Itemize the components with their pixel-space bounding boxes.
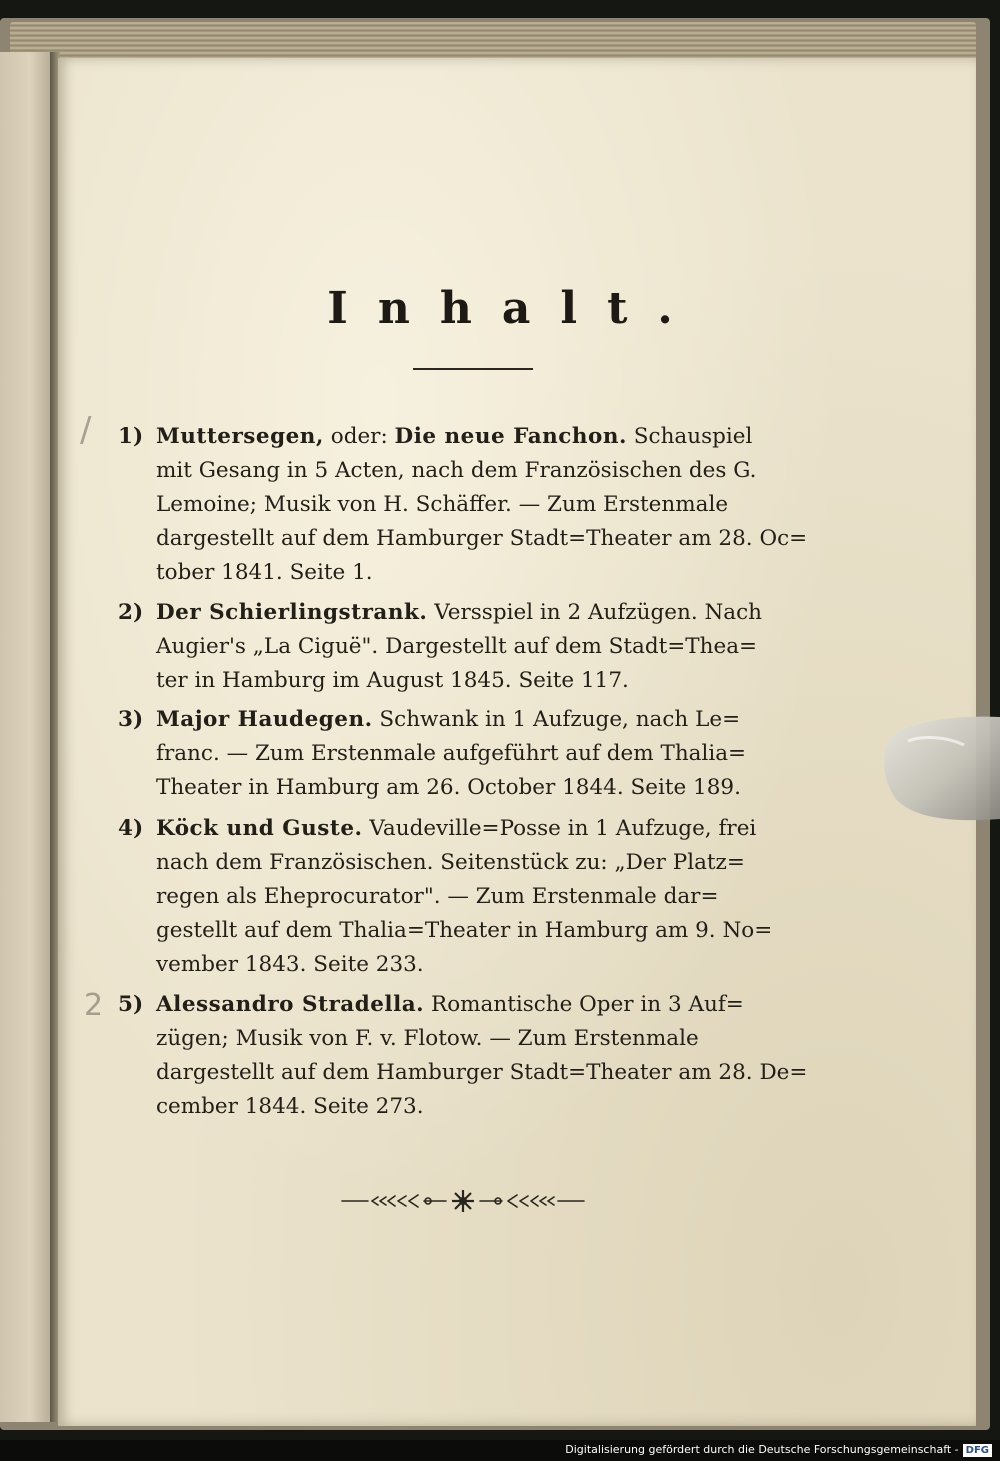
entry-text: regen als Eheprocurator". — Zum Erstenmale dar= [156,884,719,909]
entry-line [108,596,844,630]
credit-text: Digitalisierung gefördert durch die Deutsche Forschungsgemeinschaft - [565,1443,959,1456]
entry-text: gestellt auf dem Thalia=Theater in Hamburg am 9. No= [156,918,773,943]
page-edges [10,22,976,60]
ornament-divider [338,1188,588,1214]
entry-text: dargestellt auf dem Hamburger Stadt=Theater am 28. Oc= [156,526,808,551]
entry-line [108,914,844,948]
entry-text: Lemoine; Musik von H. Schäffer. — Zum Erstenmale [156,492,729,517]
digitization-credit [565,1442,992,1458]
entry-line [108,664,844,698]
entry-line [108,988,844,1022]
entry-text: franc. — Zum Erstenmale aufgeführt auf dem Thalia= [156,741,747,766]
work-title: Muttersegen, [156,424,324,449]
entry-line [108,488,844,522]
entry-text: Schwank in 1 Aufzuge, nach Le= [372,707,741,732]
entry-number: 5) [118,992,144,1017]
dfg-logo: DFG [963,1444,992,1457]
entry-text: Augier's „La Ciguë". Dargestellt auf dem Stadt=Thea= [156,634,758,659]
work-title: Major Haudegen. [156,707,373,732]
entry-text: Romantische Oper in 3 Auf= [424,992,744,1017]
entry-line [108,703,844,737]
work-title: Der Schierlingstrank. [156,600,428,625]
entry-number: 2) [118,600,144,625]
pencil-mark: 2 [84,988,104,1023]
entry-text: Versspiel in 2 Aufzügen. Nach [427,600,763,625]
entry-text: dargestellt auf dem Hamburger Stadt=Theater am 28. De= [156,1060,808,1085]
contents-entry [108,703,844,805]
entry-text: Schauspiel [626,424,753,449]
entry-text: vember 1843. Seite 233. [156,952,424,977]
entry-text: zügen; Musik von F. v. Flotow. — Zum Erstenmale [156,1026,699,1051]
entry-line [108,1090,844,1124]
entry-line [108,812,844,846]
entry-line [108,948,844,982]
work-subtitle: Die neue Fanchon. [394,424,627,449]
entry-text: Vaudeville=Posse in 1 Aufzuge, frei [362,816,757,841]
entry-line [108,737,844,771]
entry-line [108,1022,844,1056]
facing-page-edge [0,52,50,1422]
entry-line [108,880,844,914]
work-title: Köck und Guste. [156,816,363,841]
entry-text: cember 1844. Seite 273. [156,1094,424,1119]
entry-number: 1) [118,424,144,449]
entry-text: ter in Hamburg im August 1845. Seite 117. [156,668,629,693]
entry-number: 4) [118,816,144,841]
contents-entry [108,812,844,982]
entry-line [108,630,844,664]
entry-line [108,420,844,454]
title-rule [413,368,533,370]
entry-text: Theater in Hamburg am 26. October 1844. Seite 189. [156,775,741,800]
pencil-mark: / [80,410,92,450]
work-title: Alessandro Stradella. [156,992,425,1017]
contents-entry [108,420,844,590]
contents-entry [108,988,844,1124]
entry-line [108,846,844,880]
thumb-in-scan [878,715,1000,827]
entry-line [108,522,844,556]
contents-entry [108,596,844,698]
entry-line [108,556,844,590]
entry-text: mit Gesang in 5 Acten, nach dem Französischen des G. [156,458,757,483]
entry-line [108,454,844,488]
entry-text: oder: [323,424,395,449]
entry-line [108,1056,844,1090]
entry-text: nach dem Französischen. Seitenstück zu: „Der Platz= [156,850,745,875]
entry-text: tober 1841. Seite 1. [156,560,373,585]
entry-number: 3) [118,707,144,732]
page-title: Inhalt. [327,283,703,334]
entry-line [108,771,844,805]
